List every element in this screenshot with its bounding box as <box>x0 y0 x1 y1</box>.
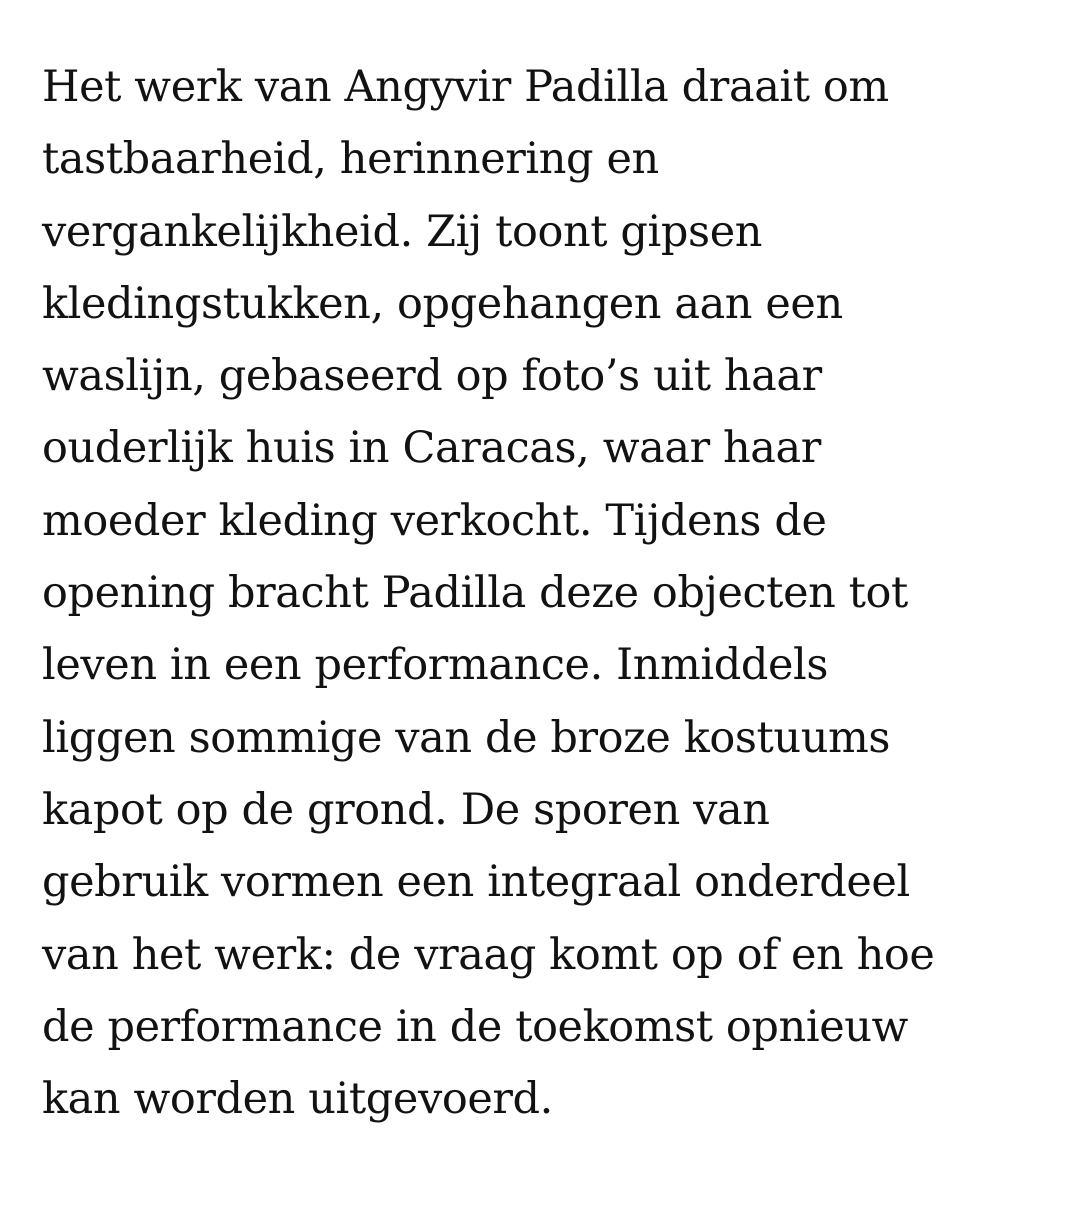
paragraph-line: kledingstukken, opgehangen aan een <box>42 278 843 329</box>
paragraph-line: leven in een performance. Inmiddels <box>42 640 829 691</box>
paragraph-line: kan worden uitgevoerd. <box>42 1074 553 1125</box>
paragraph-line: liggen sommige van de broze kostuums <box>42 712 891 763</box>
paragraph-line: waslijn, gebaseerd op foto’s uit haar <box>42 351 822 402</box>
paragraph-line: ouderlijk huis in Caracas, waar haar <box>42 423 821 474</box>
paragraph-line: opening bracht Padilla deze objecten tot <box>42 568 908 619</box>
paragraph-line: van het werk: de vraag komt op of en hoe <box>42 929 935 980</box>
paragraph-line: tastbaarheid, herinnering en <box>42 134 659 185</box>
paragraph-line: vergankelijkheid. Zij toont gipsen <box>42 206 763 257</box>
article-paragraph <box>42 51 1052 1135</box>
paragraph-line: moeder kleding verkocht. Tijdens de <box>42 495 827 546</box>
paragraph-line: gebruik vormen een integraal onderdeel <box>42 857 910 908</box>
paragraph-line: Het werk van Angyvir Padilla draait om <box>42 62 889 112</box>
paragraph-line: kapot op de grond. De sporen van <box>42 784 770 835</box>
paragraph-line: de performance in de toekomst opnieuw <box>42 1001 908 1052</box>
